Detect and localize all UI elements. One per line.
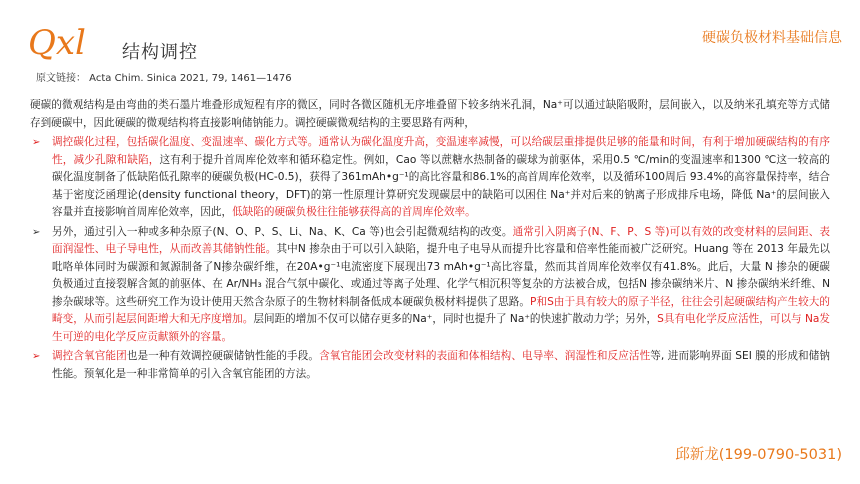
highlighted-text: 调控含氧官能团	[52, 350, 127, 362]
topic-heading: 硬碳负极材料基础信息	[702, 30, 842, 46]
bullet-item	[30, 134, 830, 222]
content-body	[30, 97, 830, 383]
body-text: 等, 进而影响界面 SEI 膜的形成和储钠性能。预氧化是一种非常简单的引入含氧官能团的方法。	[52, 350, 831, 380]
svg-text:Qxl: Qxl	[28, 23, 86, 63]
bullet-item	[30, 348, 830, 383]
bullet-item	[30, 224, 830, 347]
arrow-bullet-icon: ➢	[32, 226, 41, 238]
highlighted-text: 调控碳化过程，包括碳化温度、变温速率、碳化方式等。通常认为碳化温度升高，变温速率减慢，可以给碳层重排提供足够的能量和时间，有利于增加硬碳结构的有序性，减少孔隙和缺陷，	[52, 136, 830, 166]
contact-info: 邱新龙(199-0790-5031)	[675, 447, 842, 463]
highlighted-text: 含氧官能团会改变材料的表面和体相结构、电导率、润湿性和反应活性	[319, 350, 651, 362]
arrow-bullet-icon: ➢	[32, 351, 41, 362]
body-text: 另外，通过引入一种或多种杂原子(N、O、P、S、Li、Na、K、Ca 等)也会引起微观结构的改变。	[52, 225, 513, 238]
arrow-bullet-icon: ➢	[32, 137, 41, 148]
page-title: 结构调控	[122, 42, 198, 63]
highlighted-text: S具有电化学反应活性，可以与 Na发生可逆的电化学反应贡献额外的容量。	[52, 313, 830, 343]
body-text: 其中N 掺杂由于可以引入缺陷，提升电子电导从而提升比容量和倍率性能而被广泛研究。Huang 等在 2013 年最先以吡咯单体同时为碳源和氮源制备了N掺杂碳纤维，在20A•g⁻¹电流密度下展现出73 mAh•g⁻¹高比容量，然而其首周库伦效率仅有41.8%。此后，大量 N 掺杂的硬碳负极通过直接裂解含氮的前驱体、在 Ar/NH₃ 混合气氛中碳化、或通过等离子处理、化学气相沉积等复杂的方法被合成，包括N 掺杂碳纳米片、N 掺杂碳纳米纤维、N 掺杂碳球等。这些研究工作为设计使用天然含杂原子的生物材料制备低成本硬碳负极材料提供了思路。	[52, 243, 831, 308]
highlighted-text: P和S由于具有较大的原子半径，往往会引起硬碳结构产生较大的畸变，从而引起层间距增大和无序度增加。	[52, 295, 830, 325]
highlighted-text: 通常引入阴离子(N、F、P、S 等)可以有效的改变材料的层间距、表面润湿性、电子导电性，从而改善其储钠性能。	[52, 225, 830, 255]
intro-paragraph: 硬碳的微观结构是由弯曲的类石墨片堆叠形成短程有序的微区，同时各微区随机无序堆叠留下较多纳米孔洞，Na⁺可以通过缺陷吸附，层间嵌入，以及纳米孔填充等方式储存到硬碳中，因此硬碳的微观结构将直接影响储钠能力。调控硬碳微观结构的主要思路有两种，	[30, 99, 830, 129]
body-text: 层间距的增加不仅可以储存更多的Na⁺，同时也提升了 Na⁺的快速扩散动力学；另外，	[253, 313, 658, 325]
qxl-logo	[26, 18, 104, 64]
body-text: 也是一种有效调控硬碳储钠性能的手段。	[126, 350, 320, 362]
body-text: 这有利于提升首周库伦效率和循环稳定性。例如，Cao 等以蔗糖水热制备的碳球为前驱体，采用0.5 ℃/min的变温速率和1300 ℃这一较高的碳化温度制备了低缺陷低孔隙率的硬碳负极(HC-0.5)，获得了361mAh•g⁻¹的高比容量和86.1%的高首周库伦效率，以及循环100周后 93.4%的高容量保持率，结合基于密度泛函理论(density functional theory，DFT)的第一性原理计算研究发现碳层中的缺陷可以困住 Na⁺并对后来的钠离子形成排斥电场，降低 Na⁺的层间嵌入容量并直接影响首周库伦效率，因此，	[52, 153, 830, 218]
highlighted-text: 低缺陷的硬碳负极往往能够获得高的首周库伦效率。	[232, 206, 476, 218]
source-link[interactable]: 原文链接： Acta Chim. Sinica 2021, 79, 1461—1476	[36, 73, 292, 84]
